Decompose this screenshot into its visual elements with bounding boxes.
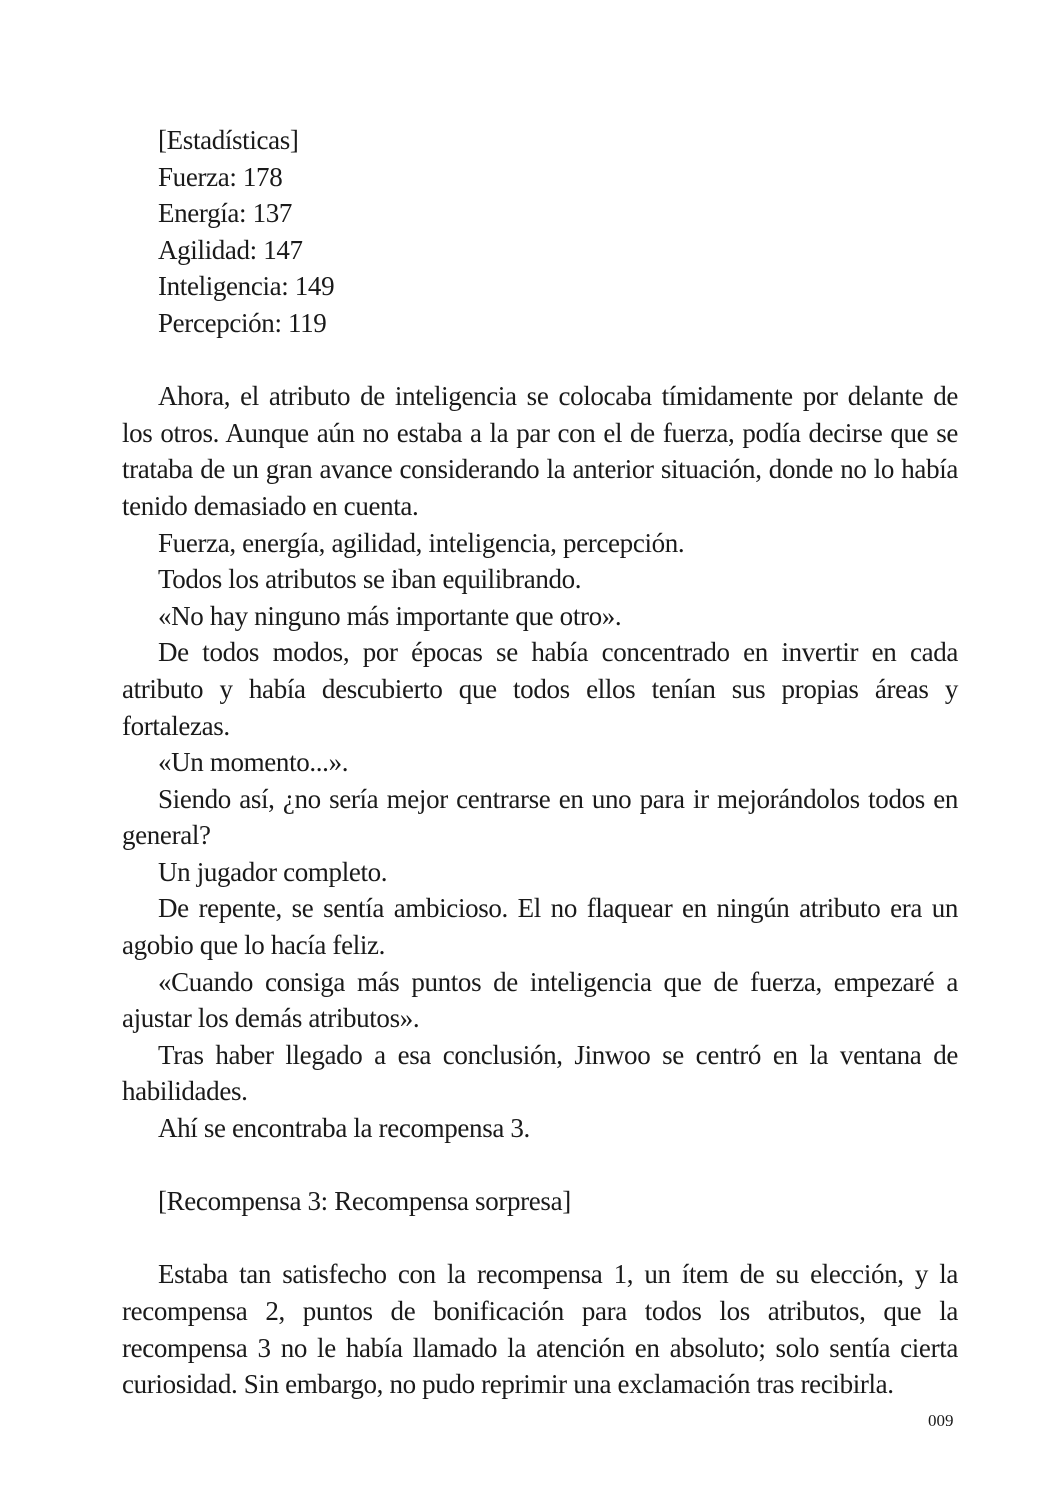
paragraph: «Cuando consiga más puntos de inteligencia que de fuerza, empezaré a ajustar los demás atributos». [122, 966, 958, 1034]
body-text-section-2 [122, 1256, 958, 1402]
paragraph: Ahí se encontraba la recompensa 3. [158, 1113, 530, 1144]
stat-perception: Percepción: 119 [158, 307, 327, 338]
section-gap [122, 342, 958, 379]
stats-block [122, 122, 958, 342]
book-page [122, 122, 958, 1403]
stat-energy: Energía: 137 [158, 198, 293, 229]
paragraph: Siendo así, ¿no sería mejor centrarse en uno para ir mejorándolos todos en general? [122, 783, 958, 851]
paragraph: De repente, se sentía ambicioso. El no flaquear en ningún atributo era un agobio que lo hacía feliz. [122, 893, 958, 961]
paragraph: Fuerza, energía, agilidad, inteligencia, percepción. [158, 527, 685, 558]
stat-strength: Fuerza: 178 [158, 161, 283, 192]
section-gap [122, 1220, 958, 1257]
body-text-section-1 [122, 378, 958, 1146]
paragraph: «Un momento...». [158, 747, 349, 778]
stat-agility: Agilidad: 147 [158, 234, 303, 265]
page-number: 009 [928, 1411, 954, 1430]
paragraph: Tras haber llegado a esa conclusión, Jinwoo se centró en la ventana de habilidades. [122, 1039, 958, 1107]
paragraph: Estaba tan satisfecho con la recompensa 1, un ítem de su elección, y la recompensa 2, puntos de bonificación para todos los atributos, que la recompensa 3 no le había llamado la atención en absoluto; solo sentía cierta curiosidad. Sin embargo, no pudo reprimir una exclamación tras recibirla. [122, 1259, 958, 1400]
paragraph: De todos modos, por épocas se había concentrado en invertir en cada atributo y había descubierto que todos ellos tenían sus propias áreas y fortalezas. [122, 637, 958, 741]
paragraph: Todos los atributos se iban equilibrando. [158, 564, 582, 595]
stats-title: [Estadísticas] [158, 125, 299, 155]
section-gap [122, 1147, 958, 1184]
paragraph: Un jugador completo. [158, 856, 388, 887]
paragraph: Ahora, el atributo de inteligencia se colocaba tímidamente por delante de los otros. Aunque aún no estaba a la par con el de fuerza, podía decirse que se trataba de un gran avance considerando la anterior situación, donde no lo había tenido demasiado en cuenta. [122, 381, 958, 521]
paragraph: «No hay ninguno más importante que otro». [158, 600, 622, 631]
reward-heading: [Recompensa 3: Recompensa sorpresa] [158, 1186, 571, 1217]
stat-intelligence: Inteligencia: 149 [158, 271, 335, 302]
